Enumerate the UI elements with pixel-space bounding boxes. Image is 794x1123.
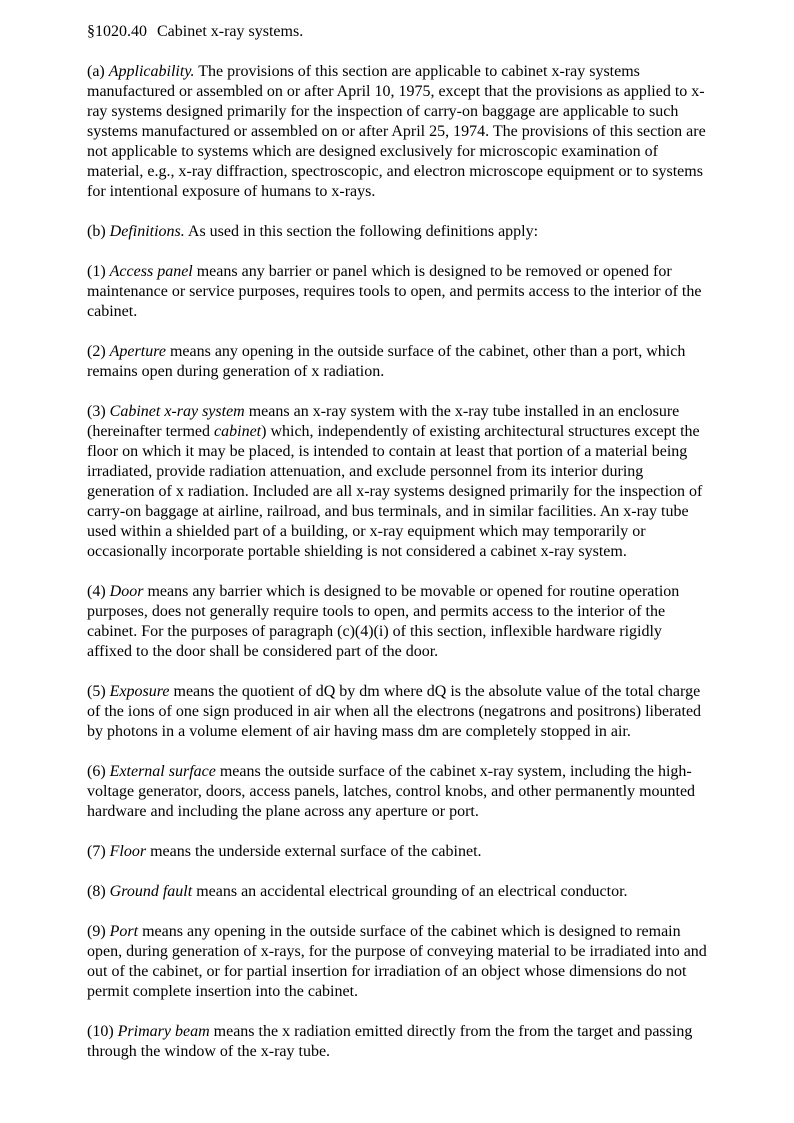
definition-1-text: means any barrier or panel which is designed to be removed or opened for maintenance or service purposes, requires tools to open, and permits access to the interior of the cabinet. bbox=[87, 263, 702, 320]
definition-8-label: (8) bbox=[87, 883, 110, 900]
definition-4-term: Door bbox=[109, 583, 144, 600]
definition-1-term: Access panel bbox=[109, 263, 193, 280]
paragraph-b bbox=[87, 222, 707, 242]
definition-4-label: (4) bbox=[87, 583, 110, 600]
definition-3-cabinet-x-ray-system bbox=[87, 402, 707, 562]
definition-3-text-part2: ) which, independently of existing architectural structures except the floor on which it may be placed, is intended to contain at least that portion of a material being irradiated, provide radiation attenuation, and exclude personnel from its interior during generation of x radiation. Included are all x-ray systems designed primarily for the inspection of carry-on baggage at airline, railroad, and bus terminals, and in similar facilities. An x-ray tube used within a shielded part of a building, or x-ray equipment which may temporarily or occasionally incorporate portable shielding is not considered a cabinet x-ray system. bbox=[87, 423, 703, 560]
definition-6-label: (6) bbox=[87, 763, 110, 780]
definition-2-aperture bbox=[87, 342, 707, 382]
definition-1-label: (1) bbox=[87, 263, 110, 280]
definition-2-term: Aperture bbox=[109, 343, 166, 360]
definition-5-term: Exposure bbox=[109, 683, 170, 700]
section-title: Cabinet x-ray systems. bbox=[157, 23, 304, 40]
paragraph-a-label: (a) bbox=[87, 63, 109, 80]
definition-1-access-panel bbox=[87, 262, 707, 322]
paragraph-a-term: Applicability. bbox=[108, 63, 195, 80]
definition-3-term-cabinet: cabinet bbox=[214, 423, 262, 440]
paragraph-a bbox=[87, 62, 707, 202]
definition-5-label: (5) bbox=[87, 683, 110, 700]
definition-2-label: (2) bbox=[87, 343, 110, 360]
paragraph-b-term: Definitions. bbox=[109, 223, 185, 240]
definition-5-text: means the quotient of dQ by dm where dQ is the absolute value of the total charge of the ions of one sign produced in air when all the electrons (negatrons and positrons) liberated by photons in a volume element of air having mass dm are completely stopped in air. bbox=[87, 683, 702, 740]
definition-7-term: Floor bbox=[109, 843, 147, 860]
definition-7-text: means the underside external surface of the cabinet. bbox=[146, 843, 482, 860]
section-number: §1020.40 bbox=[87, 23, 147, 40]
definition-6-text: means the outside surface of the cabinet x-ray system, including the high-voltage generator, doors, access panels, latches, control knobs, and other permanently mounted hardware and including the plane across any aperture or port. bbox=[87, 763, 696, 820]
definition-8-ground-fault bbox=[87, 882, 707, 902]
section-heading bbox=[87, 22, 707, 42]
paragraph-a-text: The provisions of this section are applicable to cabinet x-ray systems manufactured or assembled on or after April 10, 1975, except that the provisions as applied to x-ray systems designed primarily for the inspection of carry-on baggage are applicable to such systems manufactured or assembled on or after April 25, 1974. The provisions of this section are not applicable to systems which are designed exclusively for microscopic examination of material, e.g., x-ray diffraction, spectroscopic, and electron microscope equipment or to systems for intentional exposure of humans to x-rays. bbox=[87, 63, 706, 200]
definition-3-term: Cabinet x-ray system bbox=[109, 403, 245, 420]
definition-9-label: (9) bbox=[87, 923, 110, 940]
definition-3-text-part1: means an x-ray system with the x-ray tube installed in an enclosure (hereinafter termed bbox=[87, 403, 680, 440]
definition-6-term: External surface bbox=[109, 763, 216, 780]
definition-4-text: means any barrier which is designed to be movable or opened for routine operation purposes, does not generally require tools to open, and permits access to the interior of the cabinet. For the purposes of paragraph (c)(4)(i) of this section, inflexible hardware rigidly affixed to the door shall be considered part of the door. bbox=[87, 583, 680, 660]
definition-5-exposure bbox=[87, 682, 707, 742]
definition-3-label: (3) bbox=[87, 403, 110, 420]
definition-6-external-surface bbox=[87, 762, 707, 822]
definition-10-label: (10) bbox=[87, 1023, 118, 1040]
definition-7-label: (7) bbox=[87, 843, 110, 860]
definition-2-text: means any opening in the outside surface of the cabinet, other than a port, which remains open during generation of x radiation. bbox=[87, 343, 686, 380]
paragraph-b-label: (b) bbox=[87, 223, 110, 240]
definition-10-primary-beam bbox=[87, 1022, 707, 1062]
definition-8-text: means an accidental electrical grounding of an electrical conductor. bbox=[192, 883, 628, 900]
definition-9-text: means any opening in the outside surface of the cabinet which is designed to remain open, during generation of x-rays, for the purpose of conveying material to be irradiated into and out of the cabinet, or for partial insertion for irradiation of an object whose dimensions do not permit complete insertion into the cabinet. bbox=[87, 923, 707, 1000]
definition-8-term: Ground fault bbox=[109, 883, 193, 900]
definition-4-door bbox=[87, 582, 707, 662]
definition-9-term: Port bbox=[109, 923, 139, 940]
definition-7-floor bbox=[87, 842, 707, 862]
definition-10-text: means the x radiation emitted directly from the from the target and passing through the window of the x-ray tube. bbox=[87, 1023, 693, 1060]
definition-9-port bbox=[87, 922, 707, 1002]
definition-10-term: Primary beam bbox=[117, 1023, 210, 1040]
paragraph-b-text: As used in this section the following definitions apply: bbox=[184, 223, 539, 240]
